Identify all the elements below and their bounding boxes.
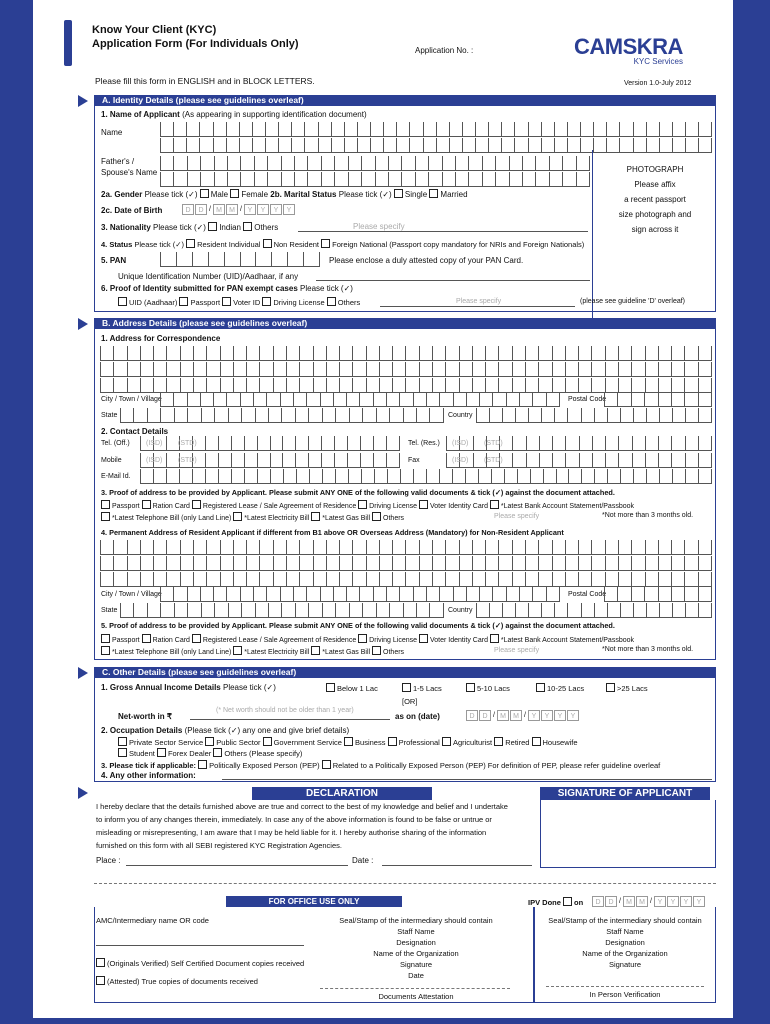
name-input-cells[interactable] xyxy=(160,122,712,136)
as-on-label: as on (date) xyxy=(395,712,440,721)
nw-m1: M xyxy=(497,710,509,721)
married-label: Married xyxy=(440,190,468,199)
poa-tel-label: *Latest Telephone Bill (only Land Line) xyxy=(112,515,232,522)
networth-note: (* Net worth should not be older than 1 year) xyxy=(216,707,354,714)
marital-label: 2b. Marital Status xyxy=(270,190,337,199)
poa2-gas-checkbox[interactable] xyxy=(311,646,320,655)
tel-res-label: Tel. (Res.) xyxy=(408,440,440,447)
q6-tick-note: Please tick (✓) xyxy=(300,284,353,293)
proof-address-3: 3. Proof of address to be provided by Applicant. Please submit ANY ONE of the following valid documents & tick (✓) against the document attached. xyxy=(101,488,615,497)
poa-voter-label: Voter Identity Card xyxy=(429,503,488,510)
staff-name-right: Staff Name xyxy=(606,927,644,936)
occ-professional-checkbox[interactable] xyxy=(388,737,397,746)
occ-housewife-checkbox[interactable] xyxy=(532,737,541,746)
poa2-others-label: Others xyxy=(383,649,405,656)
pan-label: 5. PAN xyxy=(101,256,127,265)
occ-private-checkbox[interactable] xyxy=(118,737,127,746)
poa-voter-checkbox[interactable] xyxy=(419,500,428,509)
tel-off-label: Tel. (Off.) xyxy=(101,440,130,447)
income-below1-label: Below 1 Lac xyxy=(337,684,378,693)
ipv-date-input[interactable]: D D / M M / Y Y Y Y xyxy=(592,896,706,907)
designation-right: Designation xyxy=(605,938,645,947)
dob-y4: Y xyxy=(283,204,295,215)
left-border xyxy=(0,0,33,1024)
proof-address-5: 5. Proof of address to be provided by Applicant. Please submit ANY ONE of the following valid documents & tick (✓) against the document attached. xyxy=(101,621,615,630)
office-separator xyxy=(94,883,716,884)
bottom-border xyxy=(0,1018,770,1024)
form-title-line2: Application Form (For Individuals Only) xyxy=(92,38,299,50)
dob-label: 2c. Date of Birth xyxy=(101,206,163,215)
seal-text-right xyxy=(536,915,714,970)
ipv-m2: M xyxy=(636,896,648,907)
postal-code-cells[interactable] xyxy=(604,392,712,406)
occ-professional-label: Professional xyxy=(398,738,440,747)
originals-label: (Originals Verified) Self Certified Document copies received xyxy=(107,959,305,968)
gender-label: 2a. Gender xyxy=(101,190,143,199)
declaration-text-2: to inform you of any changes therein, immediately. In case any of the above information is found to be false or untrue or xyxy=(96,815,492,824)
section-c-arrow-icon xyxy=(78,667,88,679)
poa-passport-label: Passport xyxy=(112,503,140,510)
income-25plus-checkbox[interactable] xyxy=(606,683,615,692)
perm-city-label: City / Town / Village xyxy=(101,591,162,598)
attested-label: (Attested) True copies of documents received xyxy=(107,977,258,986)
female-label: Female xyxy=(241,190,269,199)
income-below1-checkbox[interactable] xyxy=(326,683,335,692)
ipv-y2: Y xyxy=(667,896,679,907)
poa-lease-checkbox[interactable] xyxy=(192,500,201,509)
country-cells[interactable] xyxy=(476,408,712,422)
income-5-10-checkbox[interactable] xyxy=(466,683,475,692)
section-c-header: C. Other Details (please see guidelines overleaf) xyxy=(94,667,716,678)
right-border xyxy=(733,0,770,1024)
poa-others-checkbox[interactable] xyxy=(372,512,381,521)
instruction-text: Please fill this form in ENGLISH and in BLOCK LETTERS. xyxy=(95,76,315,86)
signature-left: Signature xyxy=(399,960,433,969)
q6-label: 6. Proof of Identity submitted for PAN exempt cases xyxy=(101,284,298,293)
other-info-line[interactable] xyxy=(222,779,712,780)
poa-gas-checkbox[interactable] xyxy=(311,512,320,521)
state-label: State xyxy=(101,412,118,419)
income-10-25-label: 10-25 Lacs xyxy=(547,684,585,693)
dob-y3: Y xyxy=(270,204,282,215)
photo-line4: sign across it xyxy=(631,225,679,234)
signature-right: Signature xyxy=(608,960,642,969)
nationality-line xyxy=(298,231,588,232)
perm-address-row-3[interactable] xyxy=(100,572,712,586)
city-cells[interactable] xyxy=(160,392,560,406)
poa-note: *Not more than 3 months old. xyxy=(602,512,694,519)
occ-retired-label: Retired xyxy=(505,738,530,747)
address-row-3[interactable] xyxy=(100,378,712,392)
poa2-passport-checkbox[interactable] xyxy=(101,634,110,643)
perm-address-row-1[interactable] xyxy=(100,540,712,554)
nw-y2: Y xyxy=(541,710,553,721)
nw-y3: Y xyxy=(554,710,566,721)
occ-public-checkbox[interactable] xyxy=(205,737,214,746)
passport-id-label: Passport xyxy=(190,298,221,307)
indian-checkbox[interactable] xyxy=(208,222,217,231)
father-name-cells[interactable] xyxy=(160,156,590,170)
voter-id-label: Voter ID xyxy=(233,298,261,307)
tel-res-isd: (ISD) xyxy=(452,440,469,447)
photograph-box xyxy=(592,150,717,320)
nationality-label: 3. Nationality xyxy=(101,223,151,232)
organization-right: Name of the Organization xyxy=(582,949,668,958)
q1-label: 1. Name of Applicant xyxy=(101,110,180,119)
section-b-arrow-icon xyxy=(78,318,88,330)
nw-y4: Y xyxy=(567,710,579,721)
foreign-national-label: Foreign National (Passport copy mandatory for NRIs and Foreign Nationals) xyxy=(332,240,585,249)
occ-agri-label: Agriculturist xyxy=(452,738,493,747)
declaration-text-3: misleading or misrepresenting, I am aware that I may be held liable for it. I hereby authorise sharing of the information xyxy=(96,828,487,837)
status-tick-note: Please tick (✓) xyxy=(134,240,184,249)
ipv-d1: D xyxy=(592,896,604,907)
gender-tick-note: Please tick (✓) xyxy=(144,190,198,199)
perm-address-row-2[interactable] xyxy=(100,556,712,570)
date-label: Date : xyxy=(352,856,374,865)
nationality-specify[interactable]: Please specify xyxy=(353,222,405,231)
dob-m2: M xyxy=(226,204,238,215)
version-text: Version 1.0-July 2012 xyxy=(624,80,692,87)
poa2-elec-label: *Latest Electricity Bill xyxy=(244,649,310,656)
doc-att-line xyxy=(320,988,510,989)
occ-govt-checkbox[interactable] xyxy=(263,737,272,746)
non-resident-checkbox[interactable] xyxy=(263,239,272,248)
seal-title-left: Seal/Stamp of the intermediary should contain xyxy=(339,916,493,925)
rpep-checkbox[interactable] xyxy=(322,760,331,769)
occ-business-label: Business xyxy=(355,738,386,747)
poa-passport-checkbox[interactable] xyxy=(101,500,110,509)
father-label-1: Father's / xyxy=(101,157,135,166)
date-line[interactable] xyxy=(382,865,532,866)
nationality-tick-note: Please tick (✓) xyxy=(153,223,206,232)
logo-text: CAMSKRA xyxy=(574,34,683,59)
poa2-lease-checkbox[interactable] xyxy=(192,634,201,643)
fax-std: (STD) xyxy=(484,457,503,464)
poa2-elec-checkbox[interactable] xyxy=(233,646,242,655)
poa-bank-label: *Latest Bank Account Statement/Passbook xyxy=(500,503,635,510)
income-1-5-checkbox[interactable] xyxy=(402,683,411,692)
poa-ration-label: Ration Card xyxy=(152,503,190,510)
poa2-voter-checkbox[interactable] xyxy=(419,634,428,643)
income-1-5-label: 1-5 Lacs xyxy=(413,684,442,693)
email-cells[interactable] xyxy=(140,469,712,483)
dob-y1: Y xyxy=(244,204,256,215)
ipv-done-label: IPV Done xyxy=(528,898,561,907)
poa2-ration-label: Ration Card xyxy=(152,637,190,644)
id-specify-line xyxy=(380,306,575,307)
date-left: Date xyxy=(408,971,424,980)
poa-lease-label: Registered Lease / Sale Agreement of Residence xyxy=(202,503,357,510)
occ-private-label: Private Sector Service xyxy=(129,738,204,747)
poa-elec-checkbox[interactable] xyxy=(233,512,242,521)
uid-label: Unique Identification Number (UID)/Aadhaar, if any xyxy=(118,272,299,281)
poa-bank-checkbox[interactable] xyxy=(490,500,499,509)
id-specify[interactable]: Please specify xyxy=(456,298,502,305)
occ-public-label: Public Sector xyxy=(216,738,261,747)
uid-aadhaar-label: UID (Aadhaar) xyxy=(129,298,178,307)
poa2-passport-label: Passport xyxy=(112,637,140,644)
signature-header: SIGNATURE OF APPLICANT xyxy=(540,787,710,800)
dob-input[interactable]: D D / M M / Y Y Y Y xyxy=(182,204,296,215)
driving-id-label: Driving License xyxy=(273,298,325,307)
address-row-1[interactable] xyxy=(100,346,712,360)
married-checkbox[interactable] xyxy=(429,189,438,198)
declaration-header: DECLARATION xyxy=(252,787,432,800)
income-5-10-label: 5-10 Lacs xyxy=(477,684,510,693)
pep-checkbox[interactable] xyxy=(198,760,207,769)
photo-title: PHOTOGRAPH xyxy=(626,165,684,174)
occ-retired-checkbox[interactable] xyxy=(494,737,503,746)
section-a-header: A. Identity Details (please see guidelines overleaf) xyxy=(94,95,716,106)
postal-code-label: Postal Code xyxy=(568,396,607,403)
income-tick-note: Please tick (✓) xyxy=(222,683,276,692)
declaration-text-1: I hereby declare that the details furnished above are true and correct to the best of my knowledge and belief and I undertake xyxy=(96,802,508,811)
other-info-label: 4. Any other information: xyxy=(101,771,196,780)
perm-country-cells[interactable] xyxy=(476,603,712,617)
poa-tel-checkbox[interactable] xyxy=(101,512,110,521)
resident-label: Resident Individual xyxy=(197,240,261,249)
ipv-on-label: on xyxy=(574,898,584,907)
resident-checkbox[interactable] xyxy=(186,239,195,248)
documents-attestation: Documents Attestation xyxy=(378,992,454,1001)
mobile-isd: (ISD) xyxy=(146,457,163,464)
tel-res-std: (STD) xyxy=(484,440,503,447)
voter-id-checkbox[interactable] xyxy=(222,297,231,306)
poa-elec-label: *Latest Electricity Bill xyxy=(244,515,310,522)
originals-checkbox[interactable] xyxy=(96,958,105,967)
foreign-national-checkbox[interactable] xyxy=(321,239,330,248)
father-name-cells-2[interactable] xyxy=(160,172,590,186)
or-label: [OR] xyxy=(402,697,418,706)
networth-date-input[interactable]: D D / M M / Y Y Y Y xyxy=(466,710,580,721)
applicable-label: 3. Please tick if applicable: xyxy=(101,761,197,770)
occ-forex-label: Forex Dealer xyxy=(167,749,212,758)
place-label: Place : xyxy=(96,856,121,865)
dob-d2: D xyxy=(195,204,207,215)
poa2-bank-checkbox[interactable] xyxy=(490,634,499,643)
occupation-label: 2. Occupation Details xyxy=(101,726,183,735)
poa2-specify[interactable]: Please specify xyxy=(494,647,540,654)
signature-box[interactable] xyxy=(540,800,716,868)
section-b-header: B. Address Details (please see guidelines overleaf) xyxy=(94,318,716,329)
nw-d2: D xyxy=(479,710,491,721)
ipv-m1: M xyxy=(623,896,635,907)
income-25plus-label: >25 Lacs xyxy=(617,684,648,693)
organization-left: Name of the Organization xyxy=(373,949,459,958)
photo-line2: a recent passport xyxy=(624,195,686,204)
poa2-tel-label: *Latest Telephone Bill (only Land Line) xyxy=(112,649,232,656)
pep-label: Politically Exposed Person (PEP) xyxy=(209,761,320,770)
country-label: Country xyxy=(448,412,473,419)
declaration-text-4: furnished on this form with all SEBI registered KYC Registration Agencies. xyxy=(96,841,342,850)
marital-tick-note: Please tick (✓) xyxy=(338,190,392,199)
dob-y2: Y xyxy=(257,204,269,215)
state-cells[interactable] xyxy=(120,408,444,422)
poa2-others-checkbox[interactable] xyxy=(372,646,381,655)
city-label: City / Town / Village xyxy=(101,396,162,403)
nw-d1: D xyxy=(466,710,478,721)
poa2-driving-label: Driving License xyxy=(369,637,418,644)
fax-label: Fax xyxy=(408,457,420,464)
fax-isd: (ISD) xyxy=(452,457,469,464)
nw-m2: M xyxy=(510,710,522,721)
occ-student-checkbox[interactable] xyxy=(118,748,127,757)
status-label: 4. Status xyxy=(101,240,133,249)
tel-off-std: (STD) xyxy=(178,440,197,447)
address-row-2[interactable] xyxy=(100,362,712,376)
poa-driving-label: Driving License xyxy=(369,503,418,510)
poa-specify[interactable]: Please specify xyxy=(494,513,540,520)
guideline-d-note: (please see guideline 'D' overleaf) xyxy=(580,298,686,305)
application-no-label: Application No. : xyxy=(415,46,474,55)
declaration-arrow-icon xyxy=(78,787,88,799)
occ-agri-checkbox[interactable] xyxy=(442,737,451,746)
ipv-checkbox[interactable] xyxy=(563,897,572,906)
others-id-checkbox[interactable] xyxy=(327,297,336,306)
driving-id-checkbox[interactable] xyxy=(262,297,271,306)
tel-off-isd: (ISD) xyxy=(146,440,163,447)
poa2-gas-label: *Latest Gas Bill xyxy=(322,649,371,656)
section-a-arrow-icon xyxy=(78,95,88,107)
in-person-verification: In Person Verification xyxy=(589,990,661,999)
single-label: Single xyxy=(404,190,428,199)
pan-input-cells[interactable] xyxy=(160,252,320,266)
poa2-note: *Not more than 3 months old. xyxy=(602,646,694,653)
poa-others-label: Others xyxy=(383,515,405,522)
poa-gas-label: *Latest Gas Bill xyxy=(322,515,371,522)
non-resident-label: Non Resident xyxy=(273,240,320,249)
name-label: Name xyxy=(101,128,123,137)
photo-line3: size photograph and xyxy=(618,210,692,219)
female-checkbox[interactable] xyxy=(230,189,239,198)
mobile-std: (STD) xyxy=(178,457,197,464)
occ-student-label: Student xyxy=(129,749,155,758)
male-checkbox[interactable] xyxy=(200,189,209,198)
office-use-header: FOR OFFICE USE ONLY xyxy=(226,896,402,907)
attested-checkbox[interactable] xyxy=(96,976,105,985)
header-tab-marker xyxy=(64,20,72,66)
indian-label: Indian xyxy=(219,223,241,232)
dob-m1: M xyxy=(213,204,225,215)
q1-note: (As appearing in supporting identification document) xyxy=(182,110,367,119)
others-nationality-checkbox[interactable] xyxy=(243,222,252,231)
occupation-note: (Please tick (✓) any one and give brief details) xyxy=(184,726,350,735)
occ-others-checkbox[interactable] xyxy=(213,748,222,757)
pep-note: For definition of PEP, please refer guideline overleaf xyxy=(487,761,661,770)
amc-line[interactable] xyxy=(96,945,304,946)
networth-label: Net-worth in ₹ xyxy=(118,712,172,721)
place-line[interactable] xyxy=(126,865,348,866)
email-label: E-Mail Id. xyxy=(101,473,131,480)
others-id-label: Others xyxy=(337,298,361,307)
mobile-label: Mobile xyxy=(101,457,122,464)
dob-d1: D xyxy=(182,204,194,215)
ipv-y3: Y xyxy=(680,896,692,907)
correspondence-label: 1. Address for Correspondence xyxy=(101,334,221,343)
nw-y1: Y xyxy=(528,710,540,721)
single-checkbox[interactable] xyxy=(394,189,403,198)
designation-left: Designation xyxy=(396,938,436,947)
pan-note: Please enclose a duly attested copy of your PAN Card. xyxy=(329,256,524,265)
father-label-2: Spouse's Name xyxy=(101,168,158,177)
form-title-line1: Know Your Client (KYC) xyxy=(92,24,217,36)
uid-line[interactable] xyxy=(316,280,590,281)
perm-postal-label: Postal Code xyxy=(568,591,607,598)
poa-driving-checkbox[interactable] xyxy=(358,500,367,509)
camskra-logo xyxy=(574,34,683,66)
occ-business-checkbox[interactable] xyxy=(344,737,353,746)
contact-details-label: 2. Contact Details xyxy=(101,427,169,436)
seal-text-left xyxy=(316,915,516,981)
perm-postal-cells[interactable] xyxy=(604,587,712,601)
poa2-tel-checkbox[interactable] xyxy=(101,646,110,655)
occ-housewife-label: Housewife xyxy=(542,738,578,747)
logo-subtitle: KYC Services xyxy=(633,57,683,66)
occ-others-label: Others (Please specify) xyxy=(224,749,303,758)
staff-name-left: Staff Name xyxy=(397,927,435,936)
perm-state-cells[interactable] xyxy=(120,603,444,617)
perm-state-label: State xyxy=(101,607,118,614)
permanent-address-4: 4. Permanent Address of Resident Applicant if different from B1 above OR Overseas Address (Mandatory) for Non-Resident Applicant xyxy=(101,528,564,537)
occ-forex-checkbox[interactable] xyxy=(157,748,166,757)
poa-ration-checkbox[interactable] xyxy=(142,500,151,509)
rpep-label: Related to a Politically Exposed Person (PEP) xyxy=(332,761,486,770)
ipv-d2: D xyxy=(605,896,617,907)
poa2-ration-checkbox[interactable] xyxy=(142,634,151,643)
others-nationality-label: Others xyxy=(254,223,279,232)
poa2-lease-label: Registered Lease / Sale Agreement of Residence xyxy=(202,637,357,644)
perm-country-label: Country xyxy=(448,607,473,614)
poa2-driving-checkbox[interactable] xyxy=(358,634,367,643)
seal-title-right: Seal/Stamp of the intermediary should contain xyxy=(548,916,702,925)
occ-govt-label: Government Service xyxy=(273,738,342,747)
income-10-25-checkbox[interactable] xyxy=(536,683,545,692)
photo-line1: Please affix xyxy=(634,180,676,189)
uid-checkbox[interactable] xyxy=(118,297,127,306)
ipv-line xyxy=(546,986,704,987)
poa2-voter-label: Voter Identity Card xyxy=(429,637,488,644)
ipv-y4: Y xyxy=(693,896,705,907)
amc-label: AMC/Intermediary name OR code xyxy=(96,916,209,925)
male-label: Male xyxy=(210,190,229,199)
perm-city-cells[interactable] xyxy=(160,587,560,601)
poa2-bank-label: *Latest Bank Account Statement/Passbook xyxy=(500,637,635,644)
passport-id-checkbox[interactable] xyxy=(179,297,188,306)
networth-line[interactable] xyxy=(190,719,390,720)
ipv-y1: Y xyxy=(654,896,666,907)
income-label: 1. Gross Annual Income Details xyxy=(101,683,221,692)
